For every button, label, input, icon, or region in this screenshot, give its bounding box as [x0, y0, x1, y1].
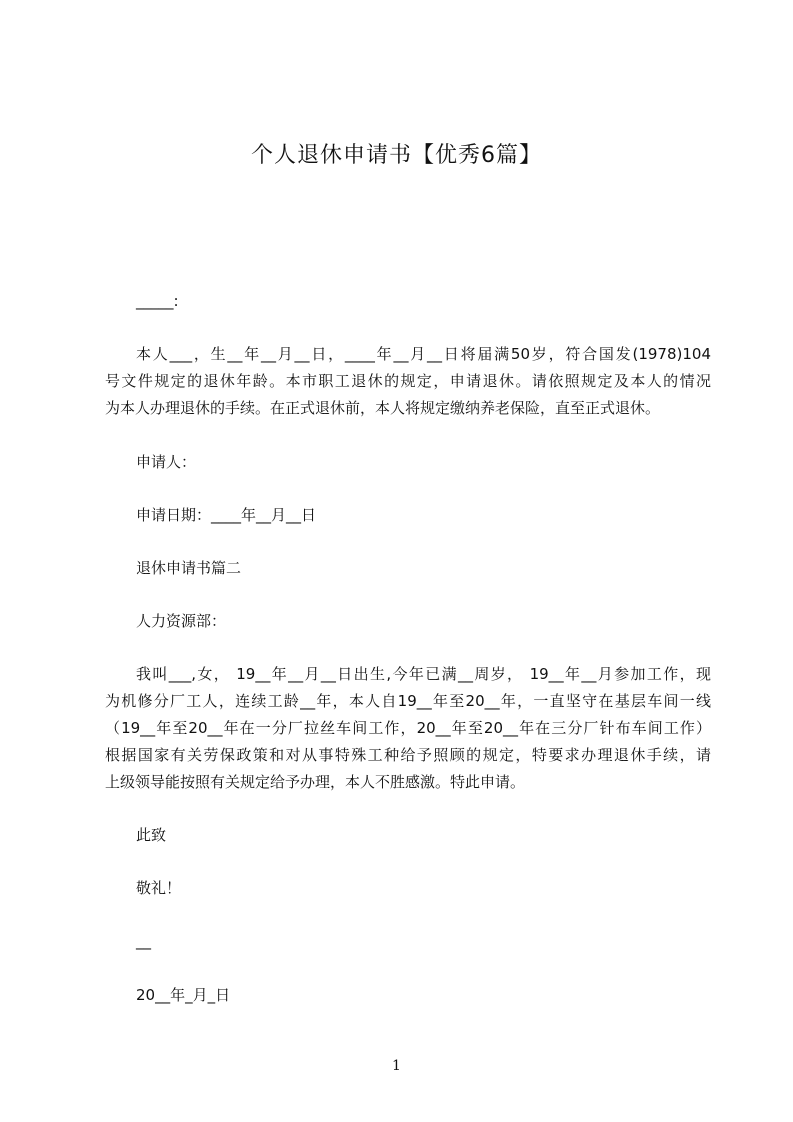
letter1-line-3: 为本人办理退休的手续。在正式退休前，本人将规定缴纳养老保险，直至正式退休。: [105, 399, 661, 417]
letter2-line-3: （19__年至20__年在一分厂拉丝车间工作，20__年至20__年在三分厂针布车间工作）: [105, 719, 711, 737]
salutation: _____:: [136, 292, 179, 310]
document-title: 个人退休申请书【优秀6篇】: [251, 143, 542, 168]
application-date: 申请日期：____年__月__日: [136, 506, 317, 524]
closing-line-1: 此致: [136, 826, 167, 844]
section-heading: 退休申请书篇二: [136, 559, 242, 577]
letter2-line-4: 根据国家有关劳保政策和对从事特殊工种给予照顾的规定，特要求办理退休手续，请: [105, 746, 711, 764]
letter2-line-5: 上级领导能按照有关规定给予办理，本人不胜感激。特此申请。: [105, 773, 526, 791]
recipient: 人力资源部：: [136, 612, 227, 630]
applicant-label: 申请人：: [136, 453, 197, 471]
letter2-date: 20__年_月_日: [136, 986, 231, 1004]
letter2-line-2: 为机修分厂工人，连续工龄__年，本人自19__年至20__年，一直坚守在基层车间一线: [105, 692, 711, 710]
closing-line-2: 敬礼！: [136, 879, 182, 897]
page-number: 1: [392, 1058, 401, 1074]
letter1-line-1: 本人___，生__年__月__日，____年__月__日将届满50岁，符合国发(1978)104: [136, 345, 711, 363]
signature-blank: __: [136, 932, 151, 950]
letter2-line-1: 我叫___,女， 19__年__月__日出生,今年已满__周岁， 19__年__月参加工作，现: [136, 665, 711, 683]
letter1-line-2: 号文件规定的退休年龄。本市职工退休的规定，申请退休。请依照规定及本人的情况: [105, 372, 711, 390]
